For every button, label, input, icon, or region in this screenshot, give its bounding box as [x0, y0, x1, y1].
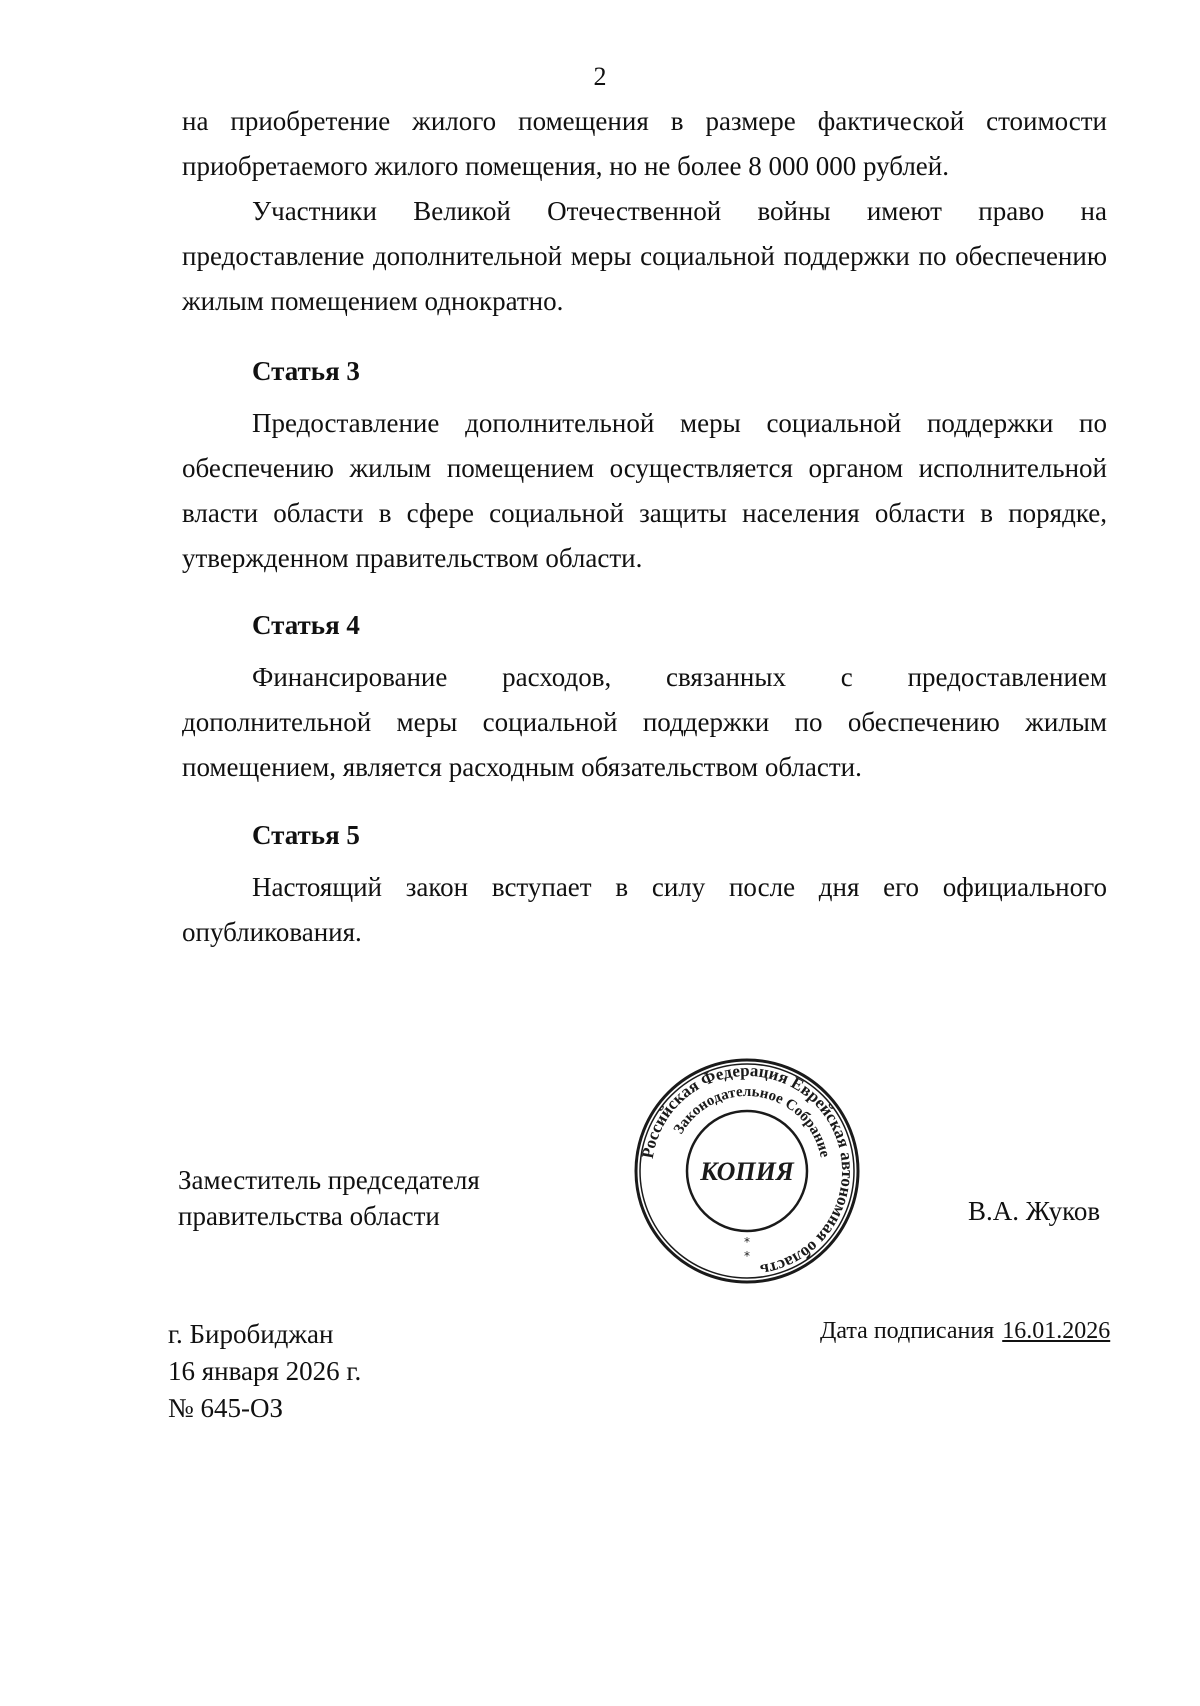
article-3-heading: Статья 3: [252, 356, 360, 386]
signer-position-line2: правительства области: [178, 1201, 440, 1231]
article-5-text: Настоящий закон вступает в силу после дня его официального опубликования.: [182, 872, 1107, 947]
article-4-text: Финансирование расходов, связанных с предоставлением дополнительной меры социальной поддержки по обеспечению жилым помещением, является расходным обязательством области.: [182, 662, 1107, 782]
signing-date: [820, 1318, 1110, 1345]
signing-date-label: Дата подписания: [820, 1318, 995, 1344]
law-number: № 645-ОЗ: [168, 1393, 284, 1423]
stamp-star-icon-2: *: [744, 1249, 750, 1263]
signer-name: В.А. Жуков: [968, 1196, 1101, 1226]
law-date: 16 января 2026 г.: [168, 1356, 362, 1386]
article-3-text: Предоставление дополнительной меры социальной поддержки по обеспечению жилым помещением осуществляется органом исполнительной власти области в сфере социальной защиты населения области в порядке, утвержденном правительством области.: [182, 408, 1107, 573]
signer-position-line1: Заместитель председателя: [178, 1165, 480, 1195]
city: г. Биробиджан: [168, 1319, 334, 1349]
document-details: [168, 1316, 361, 1427]
stamp-center-text: КОПИЯ: [700, 1157, 794, 1186]
stamp-inner-text: Законодательное Собрание: [670, 1083, 833, 1159]
paragraph-continuation: на приобретение жилого помещения в размере фактической стоимости приобретаемого жилого помещения, но не более 8 000 000 рублей.: [182, 106, 1107, 181]
article-5-heading: Статья 5: [252, 820, 360, 850]
signing-date-value: 16.01.2026: [1002, 1318, 1111, 1344]
official-stamp: [632, 1056, 862, 1286]
paragraph-wwii-participants: Участники Великой Отечественной войны имеют право на предоставление дополнительной меры социальной поддержки по обеспечению жилым помещением однократно.: [182, 196, 1107, 316]
stamp-star-icon: *: [744, 1235, 750, 1249]
page-number: 2: [593, 62, 607, 91]
signer-position: [178, 1162, 480, 1234]
stamp-outer-text: Российская Федерация Еврейская автономная область: [637, 1060, 858, 1281]
article-4-heading: Статья 4: [252, 610, 360, 640]
